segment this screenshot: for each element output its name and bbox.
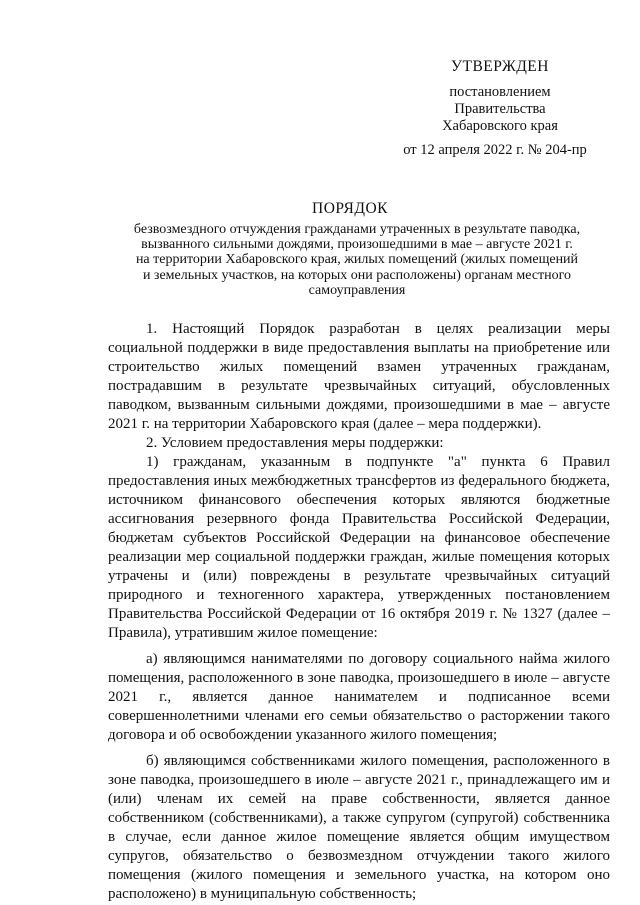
- approval-line-1: постановлением: [449, 84, 551, 100]
- approval-line-3: Хабаровского края: [442, 118, 558, 134]
- subtitle-line-1: безвозмездного отчуждения гражданами утраченных в результате паводка,: [133, 222, 581, 237]
- paragraph-2-1-b: б) являющимся собственниками жилого помещения, расположенного в зоне паводка, произошедшего в июле – августе 2021 г., принадлежащего им и (или) членам их семей на праве собственности, является данное собственником (собственниками), а также супругом (супругой) собственника в случае, если данное жилое помещение является общим имуществом супругов, обязательство о безвозмездном отчуждении такого жилого помещения (жилого помещения и земельного участка, на котором оно расположено) в муниципальную собственность;: [108, 753, 610, 902]
- paragraph-2: 2. Условием предоставления меры поддержки:: [146, 435, 444, 451]
- document-body: [108, 320, 610, 904]
- approval-stamp: [400, 58, 600, 159]
- document-subtitle: [112, 222, 602, 298]
- subtitle-line-5: самоуправления: [308, 282, 406, 298]
- approval-date: от 12 апреля 2022 г. № 204-пр: [403, 142, 587, 158]
- approval-line-2: Правительства: [454, 101, 546, 117]
- subtitle-line-2: вызванного сильными дождями, произошедшими в мае – августе 2021 г.: [141, 237, 573, 253]
- paragraph-1: 1. Настоящий Порядок разработан в целях реализации меры социальной поддержки в виде предоставления выплаты на приобретение или строительство жилых помещений взамен утраченных гражданам, пострадавшим в результате чрезвычайных ситуаций, обусловленных паводком, вызванным сильными дождями, произошедшими в мае – августе 2021 г. на территории Хабаровского края (далее – мера поддержки).: [108, 321, 610, 432]
- approval-heading: УТВЕРЖДЕН: [451, 58, 549, 75]
- subtitle-line-3: на территории Хабаровского края, жилых помещений (жилых помещений: [135, 252, 579, 268]
- paragraph-2-1-a: а) являющимся нанимателями по договору социального найма жилого помещения, расположенного в зоне паводка, произошедшего в июле – августе 2021 г., является данное нанимателем и подписанное всеми совершеннолетними членами его семьи обязательство о расторжении такого договора и об освобождении указанного жилого помещения;: [108, 651, 610, 743]
- document-title: ПОРЯДОК: [312, 200, 388, 217]
- paragraph-2-1: 1) гражданам, указанным в подпункте "а" пункта 6 Правил предоставления иных межбюджетных трансфертов из федерального бюджета, источником финансового обеспечения которых являются бюджетные ассигнования резервного фонда Правительства Российской Федерации, бюджетам субъектов Российской Федерации на финансовое обеспечение реализации мер социальной поддержки граждан, жилые помещения которых утрачены и (или) повреждены в результате чрезвычайных ситуаций природного и техногенного характера, утвержденных постановлением Правительства Российской Федерации от 16 октября 2019 г. № 1327 (далее – Правила), утратившим жилое помещение:: [108, 454, 610, 641]
- subtitle-line-4: и земельных участков, на которых они расположены) органам местного: [142, 267, 572, 283]
